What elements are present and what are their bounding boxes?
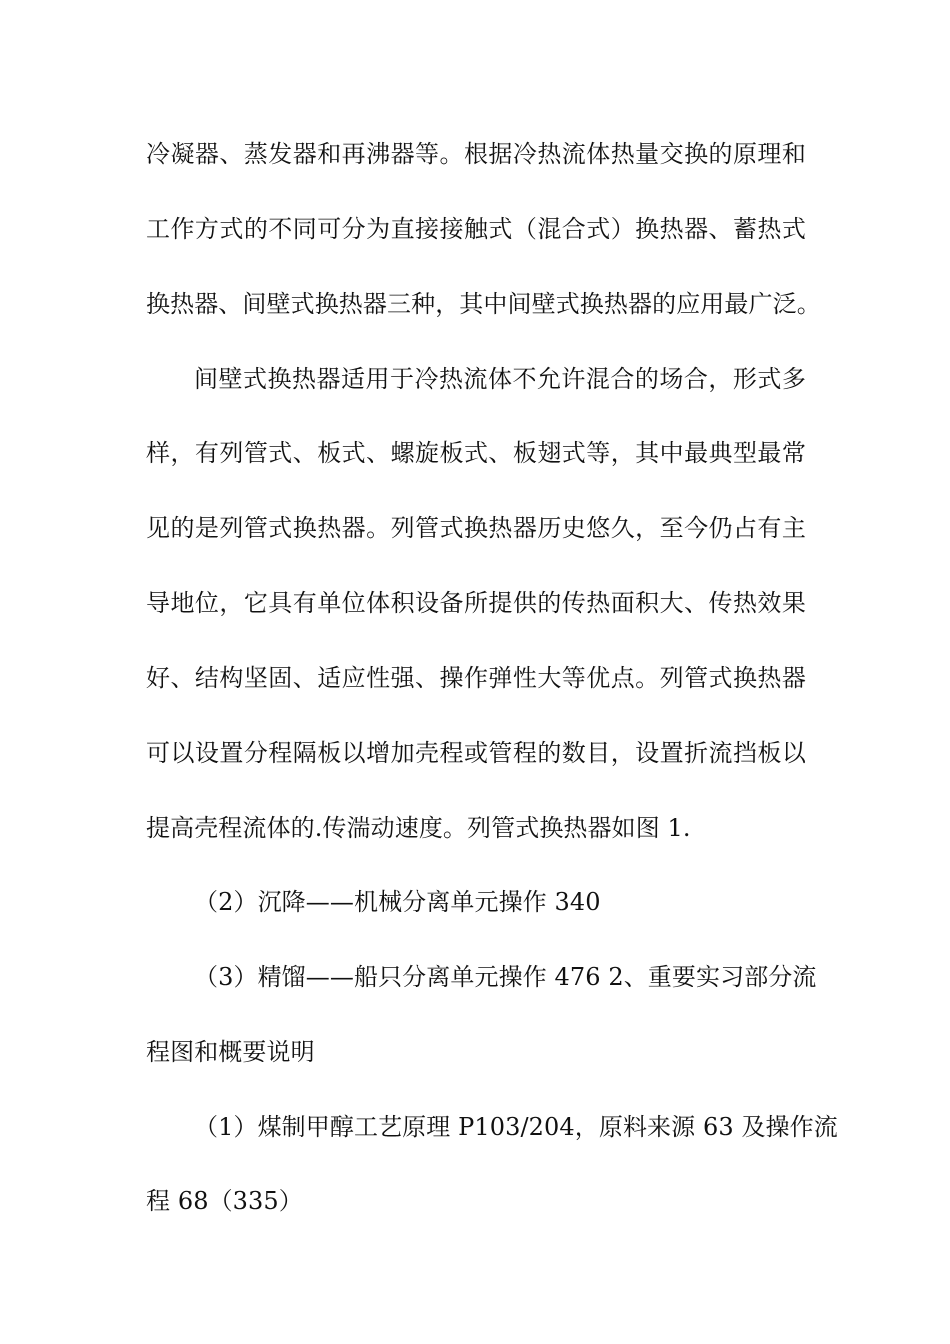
paragraph-line: 冷凝器、蒸发器和再沸器等。根据冷热流体热量交换的原理和 bbox=[146, 140, 806, 168]
paragraph-first-line: 间壁式换热器适用于冷热流体不允许混合的场合，形式多 bbox=[194, 365, 806, 393]
list-item-continuation: 程图和概要说明 bbox=[146, 1038, 315, 1066]
paragraph-line: 换热器、间壁式换热器三种，其中间壁式换热器的应用最广泛。 bbox=[146, 290, 821, 318]
list-item-line: （3）精馏——船只分离单元操作 476 2、重要实习部分流 bbox=[194, 963, 817, 991]
list-item-line: （2）沉降——机械分离单元操作 340 bbox=[194, 888, 601, 916]
paragraph-line: 工作方式的不同可分为直接接触式（混合式）换热器、蓄热式 bbox=[146, 215, 806, 243]
paragraph-line: 样，有列管式、板式、螺旋板式、板翅式等，其中最典型最常 bbox=[146, 439, 806, 467]
paragraph-last-line: 提高壳程流体的.传湍动速度。列管式换热器如图 1. bbox=[146, 814, 691, 842]
paragraph-line: 可以设置分程隔板以增加壳程或管程的数目，设置折流挡板以 bbox=[146, 739, 806, 767]
paragraph-line: 导地位，它具有单位体积设备所提供的传热面积大、传热效果 bbox=[146, 589, 806, 617]
paragraph-line: 好、结构坚固、适应性强、操作弹性大等优点。列管式换热器 bbox=[146, 664, 806, 692]
paragraph-line: 见的是列管式换热器。列管式换热器历史悠久，至今仍占有主 bbox=[146, 514, 806, 542]
list-item-line: （1）煤制甲醇工艺原理 P103/204，原料来源 63 及操作流 bbox=[194, 1113, 838, 1141]
list-item-continuation: 程 68（335） bbox=[146, 1187, 303, 1215]
